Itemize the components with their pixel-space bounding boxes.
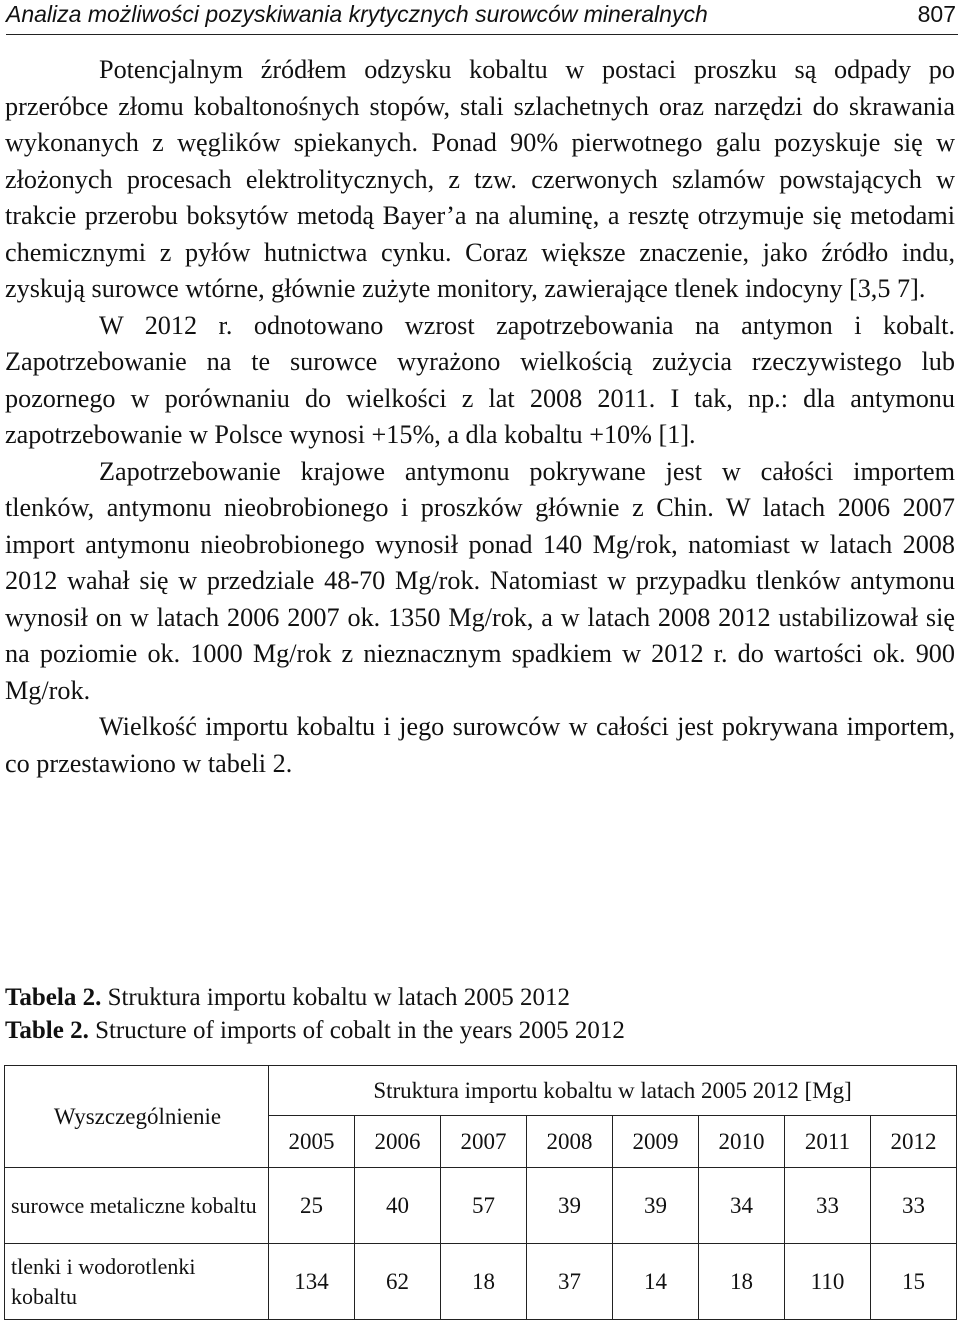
table-cell: 33 [785, 1168, 871, 1244]
paragraph: Wielkość importu kobaltu i jego surowców w całości jest pokrywana importem, co przestawiono w tabeli 2. [5, 712, 955, 778]
table-cell: 34 [699, 1168, 785, 1244]
year-header: 2011 [785, 1116, 871, 1168]
table-caption-text: Struktura importu kobaltu w latach 2005 2012 [101, 984, 571, 1011]
table-cell: 39 [613, 1168, 699, 1244]
column-header-item [5, 1066, 269, 1168]
table-caption-label: Table 2. [5, 1017, 89, 1044]
table-row [5, 1244, 957, 1320]
year-header: 2009 [613, 1116, 699, 1168]
table-cell: 18 [699, 1244, 785, 1320]
table-caption-label: Tabela 2. [5, 984, 102, 1011]
table-cell: 110 [785, 1244, 871, 1320]
year-header: 2012 [871, 1116, 957, 1168]
row-label: tlenki i wodorotlenki kobaltu [5, 1244, 269, 1320]
year-header: 2005 [269, 1116, 355, 1168]
running-header [6, 0, 958, 35]
row-label: surowce metaliczne kobaltu [5, 1168, 269, 1244]
table-cell: 33 [871, 1168, 957, 1244]
table-cell: 40 [355, 1168, 441, 1244]
year-header: 2008 [527, 1116, 613, 1168]
column-group-header: Struktura importu kobaltu w latach 2005 2012 [Mg] [269, 1066, 957, 1116]
year-header: 2007 [441, 1116, 527, 1168]
table-row [5, 1168, 957, 1244]
page-number: 807 [917, 1, 956, 27]
table-caption-polish [5, 983, 955, 1013]
table-cell: 14 [613, 1244, 699, 1320]
paragraph: W 2012 r. odnotowano wzrost zapotrzebowania na antymon i kobalt. Zapotrzebowanie na te surowce wyrażono wielkością zużycia rzeczywistego lub pozornego w porównaniu do wielkości z lat 2008 2011. I tak, np.: dla antymonu zapotrzebowanie w Polsce wynosi +15%, a dla kobaltu +10% [1]. [5, 310, 955, 449]
paragraph: Potencjalnym źródłem odzysku kobaltu w postaci proszku są odpady po przeróbce złomu kobaltonośnych stopów, stali szlachetnych oraz narzędzi do skrawania wykonanych z węglików spiekanych. Ponad 90% pierwotnego galu pozyskuje się w złożonych procesach elektrolitycznych, z tzw. czerwonych szlamów powstających w trakcie przerobu boksytów metodą Bayer’a na aluminę, a resztę otrzymuje się metodami chemicznymi z pyłów hutnictwa cynku. Coraz większe znaczenie, jako źródło indu, zyskują surowce wtórne, głównie zużyte monitory, zawierające tlenek indocyny [3,5 7]. [5, 55, 955, 303]
table-cell: 39 [527, 1168, 613, 1244]
table-cell: 37 [527, 1244, 613, 1320]
table-cell: 57 [441, 1168, 527, 1244]
table-cell: 134 [269, 1244, 355, 1320]
cobalt-import-table [4, 1065, 957, 1320]
running-header-title: Analiza możliwości pozyskiwania krytycznych surowców mineralnych [6, 1, 708, 27]
paragraph: Zapotrzebowanie krajowe antymonu pokrywane jest w całości importem tlenków, antymonu nieobrobionego i proszków głównie z Chin. W latach 2006 2007 import antymonu nieobrobionego wynosił ponad 140 Mg/rok, natomiast w latach 2008 2012 wahał się w przedziale 48-70 Mg/rok. Natomiast w przypadku tlenków antymonu wynosił on w latach 2006 2007 ok. 1350 Mg/rok, a w latach 2008 2012 ustabilizował się na poziomie ok. 1000 Mg/rok z nieznacznym spadkiem w 2012 r. do wartości ok. 900 Mg/rok. [5, 456, 955, 705]
table-caption-english [5, 1016, 955, 1046]
table-cell: 15 [871, 1244, 957, 1320]
table-cell: 25 [269, 1168, 355, 1244]
year-header: 2006 [355, 1116, 441, 1168]
table-cell: 18 [441, 1244, 527, 1320]
year-header: 2010 [699, 1116, 785, 1168]
table-caption-text: Structure of imports of cobalt in the years 2005 2012 [88, 1017, 625, 1044]
row-header-label: Wyszczególnienie [53, 1103, 222, 1129]
table-cell: 62 [355, 1244, 441, 1320]
body-text [5, 52, 955, 782]
